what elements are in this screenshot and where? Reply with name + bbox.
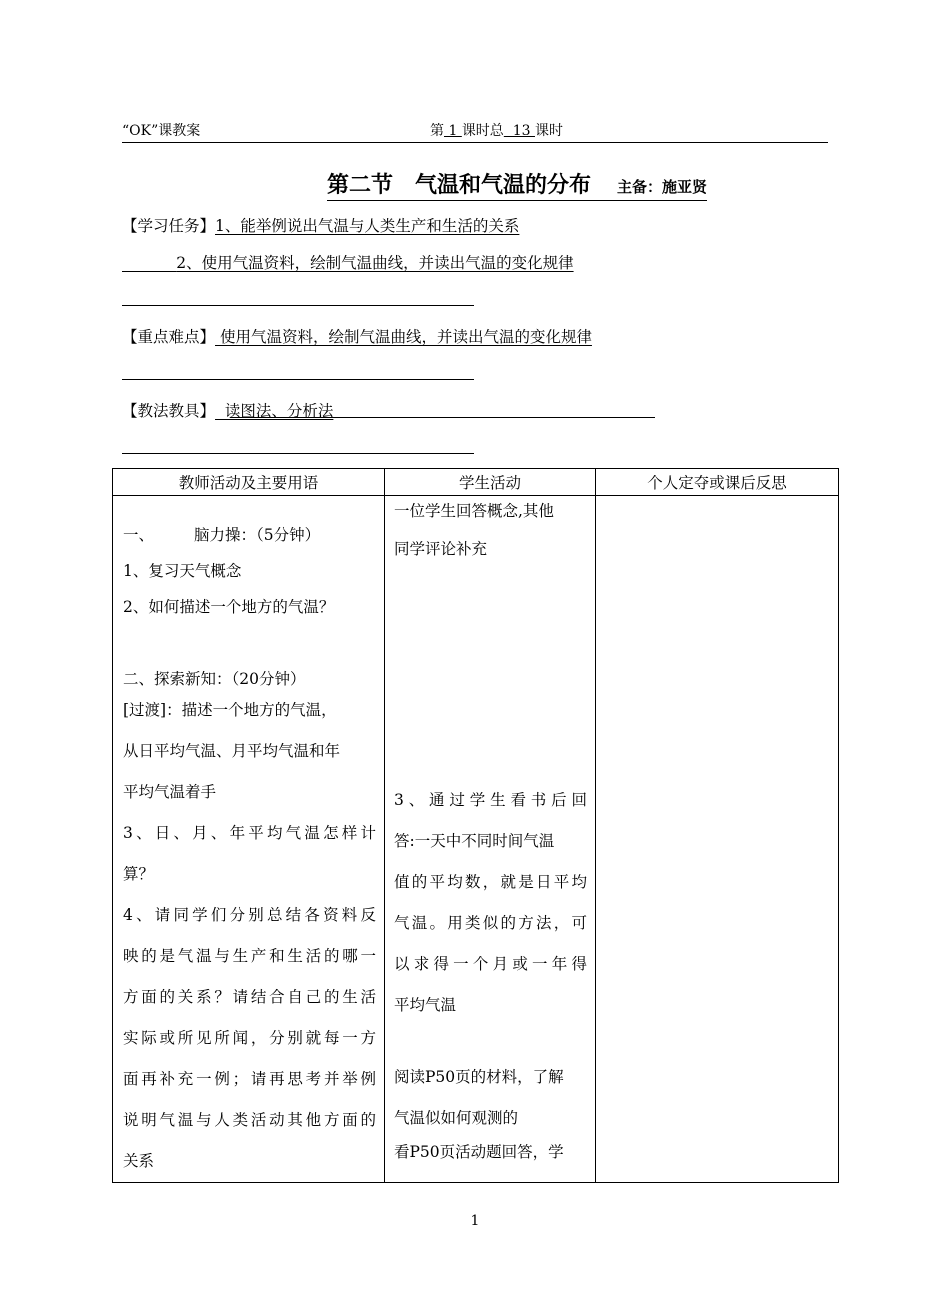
question-4-line: 实际或所见所闻，分别就每一方 — [123, 1029, 376, 1047]
student-answer-line: 同学评论补充 — [394, 540, 488, 558]
student-answer-line: 一位学生回答概念,其他 — [394, 502, 554, 520]
student-answer-line: 答:一天中不同时间气温 — [394, 832, 555, 850]
author: 主备：施亚贤 — [617, 178, 708, 196]
question-4-line: 方面的关系？请结合自己的生活 — [123, 988, 376, 1006]
transition-line: [过渡]：描述一个地方的气温， — [123, 701, 337, 719]
topic-title: 气温和气温的分布 — [415, 173, 592, 198]
header-prefix: 第 — [430, 123, 444, 139]
section-1-title: 脑力操：（5分钟） — [194, 526, 321, 544]
student-activity-line: 看P50页活动题回答，学 — [394, 1143, 564, 1161]
header-teacher: 教师活动及主要用语 — [113, 469, 385, 496]
question-4-line: 面再补充一例；请再思考并举例 — [123, 1070, 376, 1088]
blank-line — [122, 453, 474, 454]
header-rule — [122, 142, 828, 143]
key-points-text: 使用气温资料，绘制气温曲线，并读出气温的变化规律 — [215, 328, 592, 346]
transition-line: 平均气温着手 — [123, 783, 217, 801]
question-4-line: 4、请同学们分别总结各资料反 — [123, 906, 376, 924]
tasks-label: 【学习任务】 — [122, 217, 216, 235]
question-3-line: 3、日、月、年平均气温怎样计 — [123, 824, 376, 842]
section-title: 第二节 — [327, 173, 394, 198]
section-1-number: 一、 — [123, 526, 155, 544]
table-row — [113, 496, 839, 1183]
student-answer-line: 3、通过学生看书后回 — [394, 791, 587, 809]
student-answer-line: 以求得一个月或一年得 — [394, 955, 587, 973]
student-answer-line: 平均气温 — [394, 996, 457, 1014]
header-mid: 课时总 — [461, 123, 504, 139]
section-2-title: 二、探索新知：（20分钟） — [123, 670, 306, 688]
student-answer-line: 气温。用类似的方法，可 — [394, 914, 587, 932]
header-left: “OK”课教案 — [122, 123, 201, 139]
question-4-line: 说明气温与人类活动其他方面的 — [123, 1111, 376, 1129]
student-reading-line: 阅读P50页的材料，了解 — [394, 1068, 564, 1086]
student-answer-line: 值的平均数，就是日平均 — [394, 873, 587, 891]
reflection-cell — [596, 496, 839, 1183]
methods-text: 读图法、分析法 — [215, 402, 334, 420]
header-student: 学生活动 — [385, 469, 596, 496]
task-item-2: 2、使用气温资料，绘制气温曲线，并读出气温的变化规律 — [176, 254, 574, 272]
list-item: 2、如何描述一个地方的气温？ — [123, 598, 335, 616]
question-3-line: 算？ — [123, 865, 155, 883]
page-title — [327, 168, 707, 201]
teacher-activity-cell — [113, 496, 385, 1183]
section-1 — [123, 517, 376, 553]
student-activity-cell — [385, 496, 596, 1183]
total-lessons: 13 — [503, 123, 535, 139]
header-lesson-count — [430, 120, 563, 140]
student-reading-line: 气温似如何观测的 — [394, 1109, 519, 1127]
lesson-number: 1 — [444, 123, 462, 139]
list-item: 1、复习天气概念 — [123, 562, 242, 580]
blank-line — [122, 305, 474, 306]
tasks-line-1 — [122, 214, 519, 236]
question-4-line: 关系 — [123, 1152, 155, 1170]
methods-underline — [230, 417, 655, 418]
tasks-line-2 — [122, 251, 574, 273]
page-number: 1 — [470, 1213, 480, 1229]
header-suffix: 课时 — [534, 123, 563, 139]
header-reflection: 个人定夺或课后反思 — [596, 469, 839, 496]
blank-line — [122, 379, 474, 380]
task-item-1: 1、能举例说出气温与人类生产和生活的关系 — [215, 217, 520, 235]
transition-line: 从日平均气温、月平均气温和年 — [123, 742, 341, 760]
key-points-line — [122, 325, 592, 347]
question-4-line: 映的是气温与生产和生活的哪一 — [123, 947, 376, 965]
lesson-table — [112, 468, 839, 1183]
key-points-label: 【重点难点】 — [122, 328, 216, 346]
methods-label: 【教法教具】 — [122, 402, 216, 420]
